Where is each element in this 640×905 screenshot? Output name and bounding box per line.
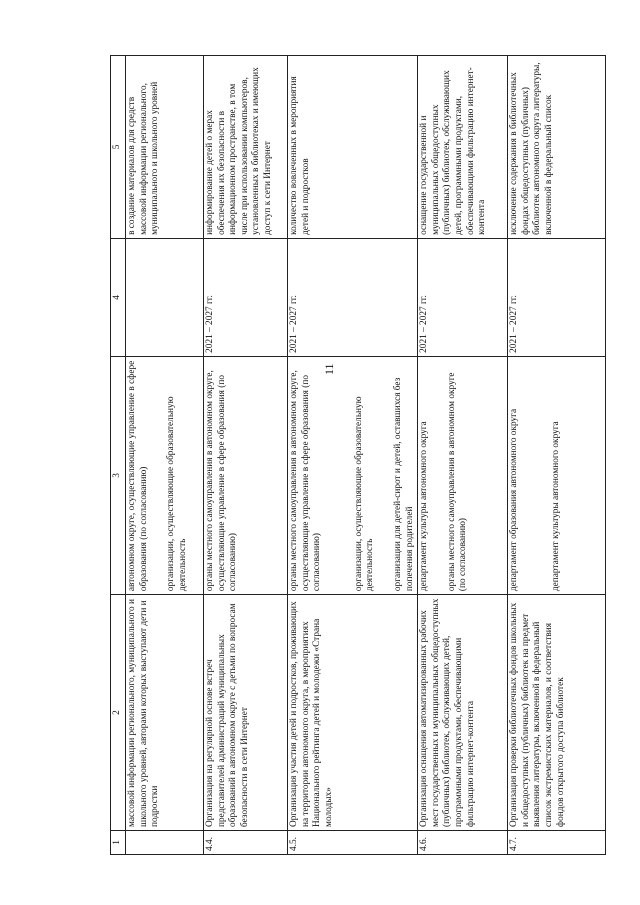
term <box>126 238 204 356</box>
executors <box>418 356 508 594</box>
row-number: 4.5. <box>288 830 418 854</box>
executor-line: организации для детей-сирот и детей, оставшихся без попечения родителей <box>392 377 415 592</box>
executors <box>288 356 418 594</box>
result: количество вовлеченных в мероприятия детей и подростков <box>288 56 418 239</box>
term: 2021 – 2027 гг. <box>418 238 508 356</box>
measure-name: Организация участия детей и подростков, проживающих на территории автономного округа, в мероприятиях Национального рейтинга детей и молодежи «Страна молодых» <box>288 595 418 831</box>
row-number <box>126 830 204 854</box>
measure-name: Организация оснащения автоматизированных рабочих мест государственных и муниципальных общедоступных (публичных) библиотек, обслуживающих детей, программными продуктами, обеспечивающими фильтрацию интернет-контента <box>418 595 508 831</box>
header-col-3: 3 <box>111 356 126 594</box>
result: в создание материалов для средств массовой информации регионального, муниципального и школьного уровней <box>126 56 204 239</box>
header-col-5: 5 <box>111 56 126 239</box>
row-number: 4.4. <box>204 830 288 854</box>
table-row <box>204 56 288 855</box>
header-row <box>111 56 126 855</box>
term: 2021 – 2027 гг. <box>204 238 288 356</box>
table-row <box>126 56 204 855</box>
measures-table <box>110 55 606 855</box>
measure-name: Организация на регулярной основе встреч представителей администраций муниципальных образований в автономном округе с детьми по вопросам безопасности в сети Интернет <box>204 595 288 831</box>
header-col-1: 1 <box>111 830 126 854</box>
term: 2021 – 2027 гг. <box>508 238 606 356</box>
result: информирование детей о мерах обеспечения их безопасности в информационном пространстве, в том числе при использовании компьютеров, установленных в библиотеках и имеющих доступ к сети Интернет <box>204 56 288 239</box>
executor-line: автономном округе, осуществляющие управление в сфере образования (по согласованию) <box>127 360 149 592</box>
executors <box>508 356 606 594</box>
page-number: 11 <box>322 363 336 375</box>
executors <box>126 356 204 594</box>
header-col-2: 2 <box>111 595 126 831</box>
executor-line: организации, осуществляющие образовательную деятельность <box>166 396 188 592</box>
table-row <box>418 56 508 855</box>
table-row <box>508 56 606 855</box>
rotated-table-wrapper <box>110 55 566 855</box>
result: исключение содержания в библиотечных фондах общедоступных (публичных) библиотек автономного округа литературы, включенной в федеральный список <box>508 56 606 239</box>
term: 2021 – 2027 гг. <box>288 238 418 356</box>
executor-line: органы местного самоуправления в автономном округе (по согласованию) <box>446 372 469 592</box>
executor-line: департамент культуры автономного округа <box>419 421 430 592</box>
executor-line: департамент культуры автономного округа <box>550 421 561 592</box>
executor-line: организации, осуществляющие образовательную деятельность <box>353 396 376 592</box>
measure-name: Организация проверки библиотечных фондов школьных и общедоступных (публичных) библиотек на предмет выявления литературы, включенной в федеральный список экстремистских материалов, и соответствия фондов открытого доступа библиотек <box>508 595 606 831</box>
table-row <box>288 56 418 855</box>
row-number: 4.7. <box>508 830 606 854</box>
measure-name: массовой информации регионального, муниципального и школьного уровней, авторами которых выступают дети и подростки <box>126 595 204 831</box>
executor-line: органы местного самоуправления в автономном округе, осуществляющие управление в сфере образования (по согласованию) <box>289 370 323 592</box>
executor-line: органы местного самоуправления в автономном округе, осуществляющие управление в сфере образования (по согласованию) <box>205 370 239 592</box>
header-col-4: 4 <box>111 238 126 356</box>
row-number: 4.6. <box>418 830 508 854</box>
executors <box>204 356 288 594</box>
result: оснащение государственной и муниципальных общедоступных (публичных) библиотек, обслуживающих детей, программными продуктами, обеспечивающими фильтрацию интернет-контента <box>418 56 508 239</box>
executor-line: департамент образования автономного округа <box>509 408 520 592</box>
